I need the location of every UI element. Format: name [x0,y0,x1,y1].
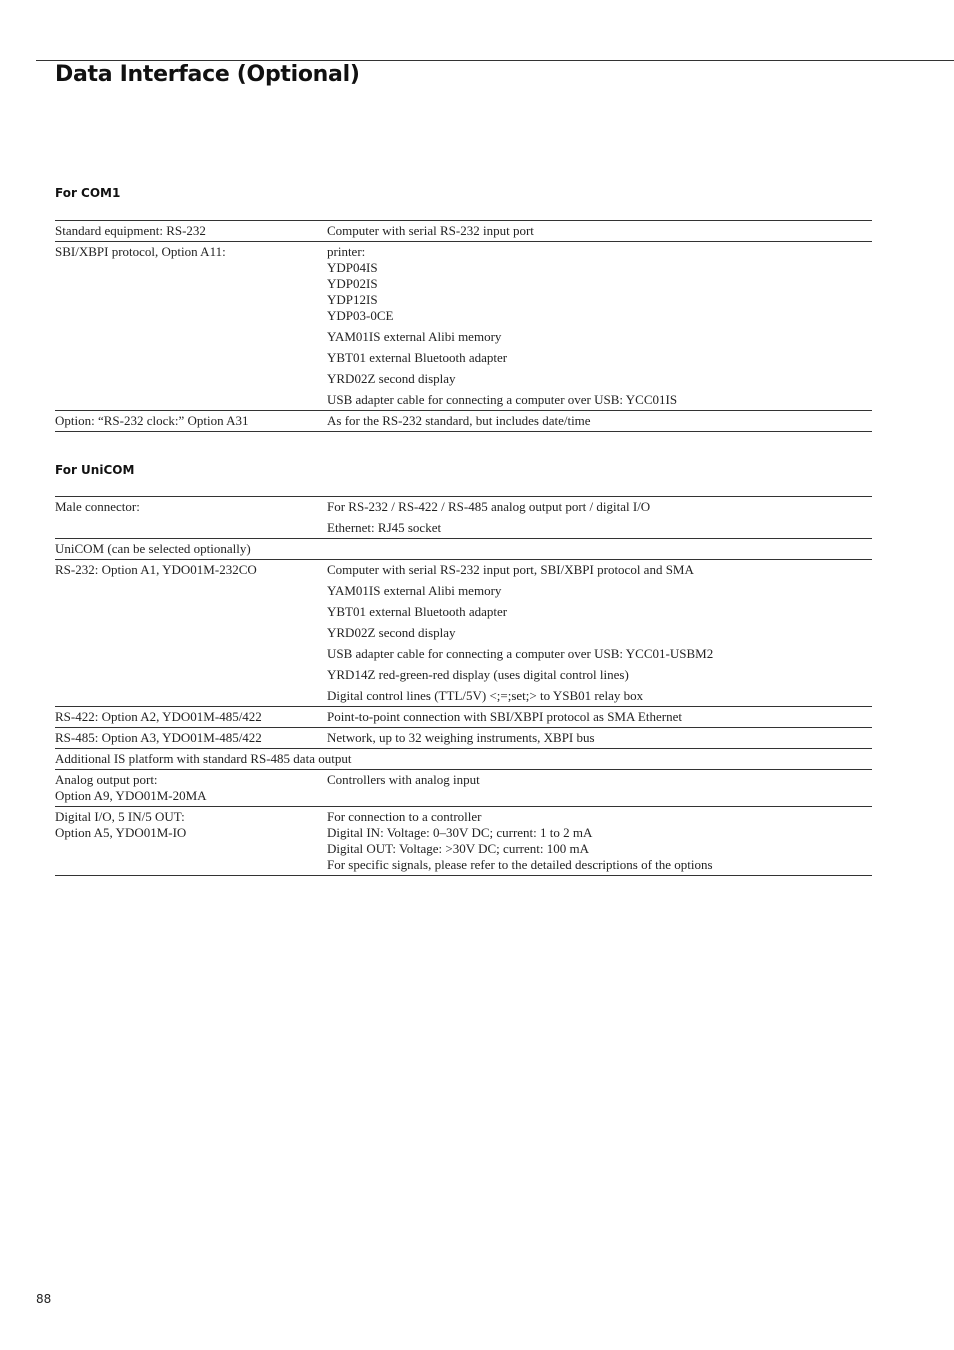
row-value [327,560,872,707]
value-extra-line: YRD14Z red-green-red display (uses digital control lines) [327,667,629,682]
page-number: 88 [36,1292,52,1306]
label-line: Analog output port: [55,772,158,787]
value-extra-line: Digital control lines (TTL/5V) <;=;set;> to YSB01 relay box [327,688,644,703]
table-row [55,560,872,707]
row-value [327,770,872,807]
value-line: YDP02IS [327,276,378,291]
page-title: Data Interface (Optional) [55,62,360,87]
table-row [55,728,872,749]
value-line: As for the RS-232 standard, but includes date/time [327,413,591,428]
unicom-spec-table [55,496,872,876]
row-label [55,560,327,707]
row-value [327,411,872,432]
row-value [327,242,872,411]
row-value [327,707,872,728]
row-label [55,242,327,411]
value-extra-line: Ethernet: RJ45 socket [327,520,442,535]
row-label [55,728,327,749]
label-line: Male connector: [55,499,140,514]
row-label [55,411,327,432]
value-extra-line: YRD02Z second display [327,371,456,386]
value-line: Network, up to 32 weighing instruments, XBPI bus [327,730,595,745]
label-line: Option A9, YDO01M-20MA [55,788,207,803]
value-extra-line: YRD02Z second display [327,625,456,640]
com1-spec-table [55,220,872,432]
label-line: Standard equipment: RS-232 [55,223,206,238]
value-line: Computer with serial RS-232 input port [327,223,534,238]
label-line: RS-485: Option A3, YDO01M-485/422 [55,730,262,745]
com1-table-body [55,221,872,432]
row-full-label: Additional IS platform with standard RS-485 data output [55,751,352,766]
label-line: RS-232: Option A1, YDO01M-232CO [55,562,257,577]
value-line: YDP04IS [327,260,378,275]
row-label [55,497,327,539]
value-line: Point-to-point connection with SBI/XBPI protocol as SMA Ethernet [327,709,682,724]
table-row [55,749,872,770]
table-row [55,221,872,242]
table-row [55,411,872,432]
value-extra-line: YBT01 external Bluetooth adapter [327,604,508,619]
label-line: SBI/XBPI protocol, Option A11: [55,244,226,259]
value-line: YDP03-0CE [327,308,394,323]
row-label [55,807,327,876]
value-line: For connection to a controller [327,809,482,824]
header-rule [36,60,954,61]
row-value [327,497,872,539]
section-heading-com1: For COM1 [55,186,121,200]
value-line: Digital IN: Voltage: 0–30V DC; current: 1 to 2 mA [327,825,593,840]
unicom-table-body [55,497,872,876]
value-line: Controllers with analog input [327,772,480,787]
label-line: Option: “RS-232 clock:” Option A31 [55,413,249,428]
label-line: RS-422: Option A2, YDO01M-485/422 [55,709,262,724]
table-row [55,707,872,728]
row-label [55,707,327,728]
value-extra-line: YAM01IS external Alibi memory [327,583,502,598]
value-line: YDP12IS [327,292,378,307]
table-row [55,242,872,411]
value-line: For specific signals, please refer to the detailed descriptions of the options [327,857,713,872]
table-row [55,770,872,807]
value-extra-line: USB adapter cable for connecting a computer over USB: YCC01-USBM2 [327,646,714,661]
value-line: For RS-232 / RS-422 / RS-485 analog output port / digital I/O [327,499,651,514]
value-extra-line: USB adapter cable for connecting a computer over USB: YCC01IS [327,392,678,407]
value-extra-line: YBT01 external Bluetooth adapter [327,350,508,365]
table-row [55,497,872,539]
row-label [55,221,327,242]
row-value [327,728,872,749]
label-line: Option A5, YDO01M-IO [55,825,187,840]
row-label [55,770,327,807]
row-full-label: UniCOM (can be selected optionally) [55,541,251,556]
section-heading-unicom: For UniCOM [55,463,135,477]
value-line: Digital OUT: Voltage: >30V DC; current: 100 mA [327,841,589,856]
value-line: Computer with serial RS-232 input port, SBI/XBPI protocol and SMA [327,562,694,577]
row-value [327,221,872,242]
label-line: Digital I/O, 5 IN/5 OUT: [55,809,185,824]
value-extra-line: YAM01IS external Alibi memory [327,329,502,344]
table-row [55,807,872,876]
value-line: printer: [327,244,366,259]
table-row [55,539,872,560]
row-value [327,807,872,876]
